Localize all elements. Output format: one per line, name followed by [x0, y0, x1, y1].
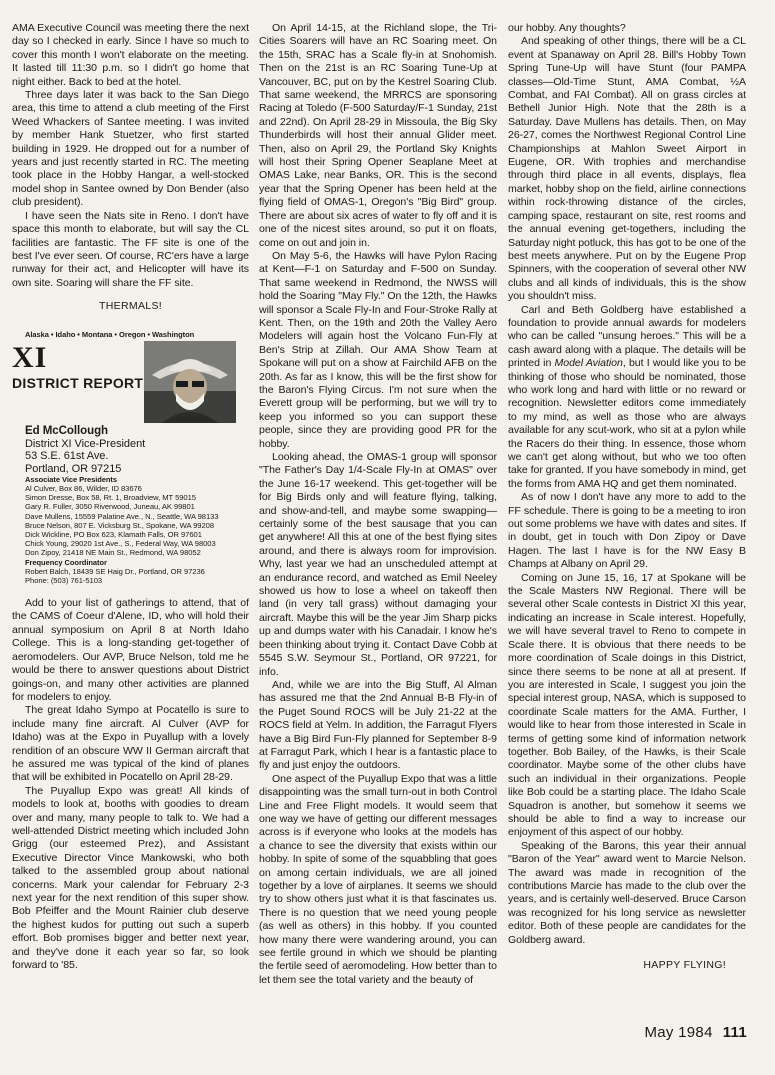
assoc-heading: Associate Vice Presidents: [25, 475, 117, 485]
issue-date: May 1984: [644, 1024, 713, 1041]
magazine-title-italic: Model Aviation: [554, 357, 623, 370]
page-footer: [644, 1024, 747, 1041]
author-photo: [144, 341, 236, 423]
assoc-vp-line: Dick Wickline, PO Box 623, Klamath Falls, OR 97601: [25, 530, 202, 540]
paragraph: And, while we are into the Big Stuff, Al Alman has assured me that the 2nd Annual B-B Fly-in of the Puget Sound ROCS will be July 21-22 at the ROCS field at Yelm. In addition, the Farragut Flyers have a Big Bird Fun-Fly planned for September 8-9 at Farragut Park, which I hear is a fantastic place to fly and just enjoy the outdoors.: [259, 678, 497, 772]
paragraph: Three days later it was back to the San Diego area, this time to attend a club meeting of the First Weed Whackers of Santee meeting. I was invited by member Hank Stuetzer, who first started building in 1929. He dropped out for a number of years and just recently started in RC. The meeting took place in the Hobby Hangar, a well-stocked model shop in Santee owned by Don Bender (also club president).: [12, 89, 249, 209]
assoc-vp-line: Bruce Nelson, 807 E. Vicksburg St., Spokane, WA 99208: [25, 520, 214, 530]
frequency-coordinator-line: Robert Balch, 18439 SE Haig Dr., Portland, OR 97236: [25, 566, 205, 576]
paragraph: And speaking of other things, there will be a CL event at Spanaway on April 28. Bill's Hobby Town Spring Tune-Up will have Stunt (four PAMPA classes—Old-Time Stunt, AMA Combat, ½A Combat, and FAI Combat). All on grass circles at Bethell Junior High. Note that the 28th is a Saturday. Dave Mullens has details. Then, on May 26-27, comes the Northwest Regional Control Line Championships at Mahlon Sweet Airport in Eugene, OR. With trophies and merchandise through third place in all events, displays, flea market, hobby shop on the field, airline connections within rock-throwing distance of the circles, camping space, restaurant on site, rest rooms and the annual evening get-togethers, including the Saturday night potluck, this has got to be one of the best meets anywhere. Put on by the Eugene Prop Spinners, with the cooperation of several other NW clubs and all kinds of individuals, this is the show you shouldn't miss.: [508, 35, 746, 303]
paragraph: Speaking of the Barons, this year their annual "Baron of the Year" award went to Marcie Nelson. The award was made in recognition of the contributions Marcie has made to the club over the years, and is certainly well-deserved. Bruce Carson was recognized for his long service as newsletter editor. Both of these people are candidates for the Goldberg award.: [508, 839, 746, 946]
assoc-vp-line: Al Culver, Box 86, Wilder, ID 83676: [25, 484, 142, 494]
district-header: [12, 330, 249, 586]
paragraph: The great Idaho Sympo at Pocatello is sure to include many fine aircraft. Al Culver (AVP for Idaho) was at the Expo in Puyallup with a lovely rendition of an obscure WW II German aircraft that he assured me was typical of the kind of planes that will be exhibited in Pocatello on April 28-29.: [12, 704, 249, 784]
assoc-vp-line: Simon Dresse, Box 58, Rt. 1, Broadview, MT 59015: [25, 493, 196, 503]
paragraph: As of now I don't have any more to add to the FF schedule. There is going to be a meeting to iron out some problems we have with dates and sites. If in doubt, get in touch with Don Zipoy or Dave Hagen. The last I have is for the NW Easy B Champs at Albany on April 29.: [508, 491, 746, 571]
column-middle: [259, 22, 497, 987]
frequency-coordinator-phone: Phone: (503) 761-5103: [25, 575, 103, 585]
paragraph: On May 5-6, the Hawks will have Pylon Racing at Kent—F-1 on Saturday and F-500 on Sunday. That same weekend in Redmond, the NWSS will hold the Soaring "May Fly." On the 12th, the Hawks will sponsor a Scale Fly-In and Four-Stroke Rally at Kent. Then, on the 19th and 20th the Valley Aero Modelers will again host the Volcano Fun-Fly at Ben's Strip at Zillah. Our AMA Show Team at Spokane will put on a show at Fairchild AFB on the 20th. As far as I know, this will be the first show for the Baron's Flying Circus. I'm not sure when the Everett group will be performing, but we will try to keep you informed so you can support these people, since they are providing good PR for the hobby.: [259, 249, 497, 450]
paragraph: [508, 304, 746, 492]
vp-address: 53 S.E. 61st Ave.: [25, 450, 109, 463]
paragraph: AMA Executive Council was meeting there the next day so I checked in early. Since I have so much to cover this month I won't elaborate on the meeting. It lasted till 11:30 p.m. so I didn't go home that night either. Back to bed at the hotel.: [12, 22, 249, 88]
paragraph: On April 14-15, at the Richland slope, the Tri-Cities Soarers will have an RC Soaring meet. On the 15th, SRAC has a Scale fly-in at Snohomish. Then on the 21st is an RC Soaring Tune-Up at Vancouver, BC, put on by the Kestrel Soaring Club. That same weekend, the MRRCS are sponsoring Racing at Toledo (F-500 Saturday/F-1 Sunday, 21st and 22nd). On April 28-29 in Missoula, the Big Sky Thunderbirds will host their annual Glider meet. Then, also on April 29, the Portland Sky Knights will host their Spring Opener Seaplane Meet at OMAS Lake, near Banks, OR. This is the second year that the Spring Opener has been held at the flying field of OMAS-1, Oregon's "Big Bird" group. There are about six acres of water to fly off and it is one of the nicest sites around, so put it on floats, come on out and join in.: [259, 22, 497, 249]
paragraph: Coming on June 15, 16, 17 at Spokane will be the Scale Masters NW Regional. There will be several other Scale contests in District XI this year, indicating an increase in Scale interest. Hopefully, we will have several travel to Reno to compete in Scale there. It is obvious that there needs to be more coordination of Scale doings in this District, since there seems to be none at all at present. If you are interested in Scale, I suggest you join the special interest group, NASA, which is supposed to coordinate Scale matters for the AMA. Further, I would like to hear from those interested in Scale in terms of getting some kind of information network together. Bob Bailey, of the Hawks, is their Scale coordinator. Maybe some of the other clubs have such an individual in their organizations. People like Bob could be a starting place. The Idaho Scale Squadron is another, but somehow it seems we should be able to find a way to increase our enjoyment of this aspect of our hobby.: [508, 571, 746, 839]
section-signoff: THERMALS!: [98, 300, 163, 313]
frequency-coordinator-heading: Frequency Coordinator: [25, 557, 107, 567]
text-run: Carl and Beth Goldberg have established a foundation to provide annual awards for modelers who can be called "unsung heroes." This will be a cash award along with a plaque. The details will be printed in: [508, 303, 746, 370]
vp-address: Portland, OR 97215: [25, 462, 122, 475]
district-report-title: DISTRICT REPORT: [12, 374, 144, 391]
district-states: Alaska • Idaho • Montana • Oregon • Washington: [25, 329, 195, 339]
paragraph: The Puyallup Expo was great! All kinds of models to look at, booths with goodies to dream over and many, many people to talk to. We had a well-attended District meeting which included John Grigg (our esteemed Prez), and Assistant Executive Director Vince Mankowski, who both talked to the assembled group about national concerns. Mark your calendar for February 2-3 next year for the next rendition of this super show. Bob Pfeiffer and the Mount Rainier club deserve the highest kudos for putting out such a superb effort. Bob promises bigger and better next year, and they've done it each year so far, so look forward to '85.: [12, 784, 249, 972]
author-portrait-image: [144, 341, 236, 423]
paragraph: our hobby. Any thoughts?: [508, 22, 626, 34]
closing-signoff: HAPPY FLYING!: [643, 959, 726, 972]
column-right: [508, 22, 746, 972]
column-left: [12, 22, 249, 972]
assoc-vp-line: Chick Young, 29020 1st Ave., S., Federal Way, WA 98003: [25, 539, 216, 549]
text-run: , but I would like you to be thinking of those who should be nominated, those who work long and hard with little or no reward or recognition. Newsletter editors come immediately to my mind, as well as those who are always available for any scut-work, who sit at a pylon while the Racers do their thing. In essence, those whom we can't get along without, but who we too often take for granted. If you have somebody in mind, get the forms from AMA HQ and get them nominated.: [508, 357, 746, 490]
paragraph: Add to your list of gatherings to attend, that of the CAMS of Coeur d'Alene, ID, who will hold their annual symposium on April 8 at North Idaho College. This is a long-standing get-together of aeromodelers. Our AVP, Bruce Nelson, told me he would be there to answer questions about District goings-on, and many other activities are planned for modelers to enjoy.: [12, 597, 249, 703]
paragraph: One aspect of the Puyallup Expo that was a little disappointing was the small turn-out in both Control Line and Free Flight models. It would seem that one way we have of getting our different messages across is if everyone who looks at the models has a chance to see the diversity that exists within our hobby. In spite of some of the squabbling that goes on among certain individuals, we are all joined together by a love of airplanes. It seems we should try to show others just what it is that fascinates us. There is no question that we need young people (as well as others) in this hobby. If you counted how many there were wandering around, you can see fertile ground in which we should be planting the fertile seed of aeromodeling. How better than to let them see the total variety and the beauty of: [259, 772, 497, 986]
district-number: XI: [12, 340, 48, 374]
page-number: 111: [722, 1024, 747, 1041]
assoc-vp-line: Dave Mullens, 15559 Palatine Ave., N., Seattle, WA 98133: [25, 511, 219, 521]
assoc-vp-line: Gary R. Fuller, 3050 Riverwood, Juneau, AK 99801: [25, 502, 195, 512]
paragraph: I have seen the Nats site in Reno. I don't have space this month to elaborate, but will say the CL facilities are fantastic. The FF site is one of the best I've ever seen. Of course, RC'ers have a large runway for their act, and Helicopter will have its own site. Soaring will share the FF site.: [12, 209, 249, 289]
paragraph: Looking ahead, the OMAS-1 group will sponsor "The Father's Day 1/4-Scale Fly-In at OMAS" over the June 16-17 weekend. This get-together will be for Big Birds only and will feature flying, talking, and show-and-tell, and maybe some swapping—certainly some of the best sausage that you can get anywhere! All this at one of the best flying sites around, and there is always room for improvision. Why, last year we had an unscheduled attempt at an endurance record, and watched as Emil Neeley showed us how to lose a wheel on takeoff then land (in very tall grass) without damaging your aircraft. Maybe this will be the year Jim Sharp picks up and dumps water with his Canadair. I know he's been thinking about trying it. Contact Dave Cobb at 5545 S.W. Seymour St., Portland, OR 97221, for info.: [259, 451, 497, 678]
assoc-vp-line: Don Zipoy, 21418 NE Main St., Redmond, WA 98052: [25, 548, 201, 558]
vp-title: District XI Vice-President: [25, 437, 146, 450]
district-title-block: [12, 341, 249, 425]
vp-name: Ed McCollough: [25, 424, 109, 437]
